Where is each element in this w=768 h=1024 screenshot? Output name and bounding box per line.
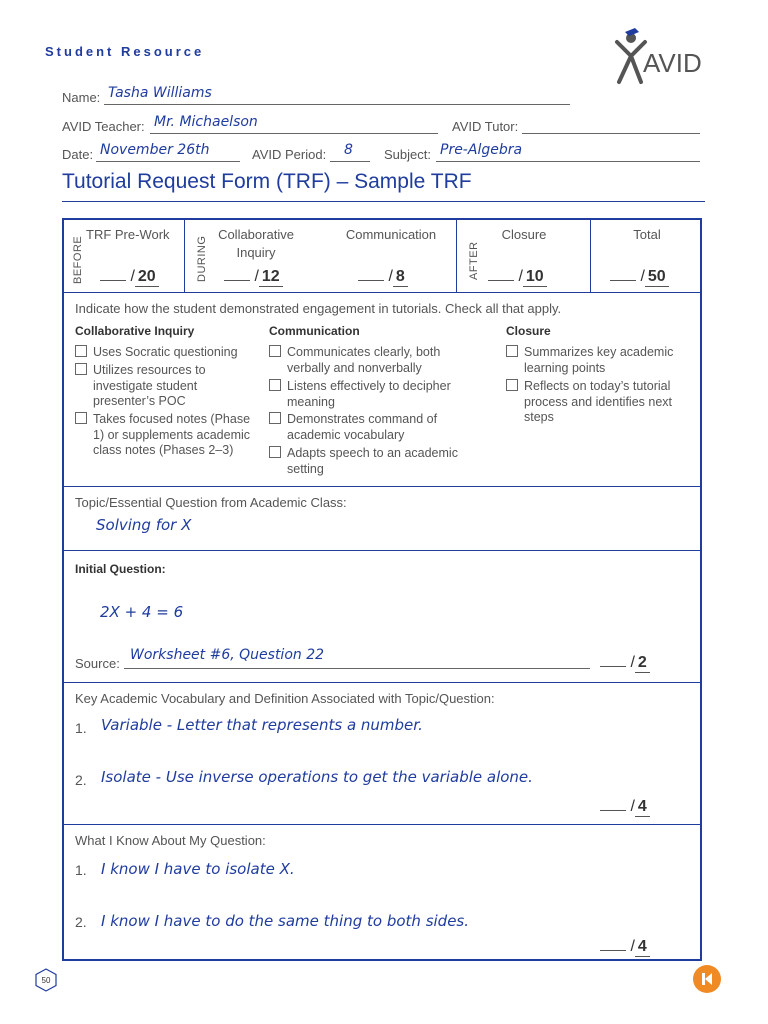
checkbox-item[interactable]: Reflects on today’s tutorial process and identifies next steps: [506, 379, 696, 426]
name-label: Name:: [62, 90, 101, 105]
checkbox-item[interactable]: Communicates clearly, both verbally and nonverbally: [269, 345, 489, 376]
section-label: Student Resource: [45, 44, 205, 59]
collab-label-2: Inquiry: [236, 245, 276, 260]
collab-score[interactable]: / 12: [224, 266, 283, 287]
teacher-field[interactable]: [150, 115, 438, 134]
date-value: November 26th: [100, 142, 210, 158]
teacher-label: AVID Teacher:: [62, 119, 145, 134]
engagement-instruction: Indicate how the student demonstrated engagement in tutorials. Check all that apply.: [75, 301, 562, 316]
source-value: Worksheet #6, Question 22: [130, 647, 325, 663]
know-number: 1.: [75, 862, 87, 878]
total-score[interactable]: / 50: [610, 266, 669, 287]
logo-text: AVID: [643, 48, 702, 78]
name-value: Tasha Williams: [108, 85, 212, 101]
source-label: Source:: [75, 656, 120, 671]
subject-value: Pre-Algebra: [440, 142, 523, 158]
col-divider: [456, 220, 457, 292]
row-divider: [64, 292, 700, 293]
collab-label-1: Collaborative: [218, 227, 294, 242]
col-divider: [184, 220, 185, 292]
row-divider: [64, 824, 700, 825]
vocab-item[interactable]: Variable - Letter that represents a number.: [101, 716, 423, 734]
teacher-value: Mr. Michaelson: [154, 114, 258, 130]
vocab-number: 2.: [75, 772, 87, 788]
date-label: Date:: [62, 147, 94, 162]
title-divider: [62, 201, 705, 202]
page-number: 50: [41, 976, 51, 985]
closure-heading: Closure: [506, 324, 551, 338]
initial-question-value[interactable]: 2X + 4 = 6: [100, 603, 184, 621]
after-label: AFTER: [468, 241, 480, 280]
tutor-field[interactable]: [522, 115, 700, 134]
source-field[interactable]: [124, 647, 590, 669]
checkbox-item[interactable]: Adapts speech to an academic setting: [269, 446, 489, 477]
prework-label: TRF Pre-Work: [86, 227, 170, 242]
during-label: DURING: [196, 235, 208, 282]
communication-label: Communication: [345, 227, 437, 242]
checkbox-item[interactable]: Utilizes resources to investigate student presenter’s POC: [75, 363, 261, 410]
know-item[interactable]: I know I have to isolate X.: [101, 860, 295, 878]
total-label: Total: [633, 227, 661, 242]
subject-label: Subject:: [384, 147, 431, 162]
col-divider: [590, 220, 591, 292]
period-field[interactable]: [330, 143, 370, 162]
know-label: What I Know About My Question:: [75, 833, 266, 848]
initial-question-score[interactable]: / 2: [600, 652, 650, 673]
know-score[interactable]: / 4: [600, 936, 650, 957]
prework-score[interactable]: / 20: [100, 266, 159, 287]
vocabulary-score[interactable]: / 4: [600, 796, 650, 817]
period-label: AVID Period:: [252, 147, 327, 162]
subject-field[interactable]: [436, 143, 700, 162]
trf-form: [62, 218, 702, 961]
skip-icon: [693, 965, 721, 993]
before-label: BEFORE: [72, 235, 84, 284]
comm-heading: Communication: [269, 324, 360, 338]
next-page-button[interactable]: [693, 965, 721, 993]
know-item[interactable]: I know I have to do the same thing to both sides.: [101, 912, 470, 930]
vocab-number: 1.: [75, 720, 87, 736]
tutor-label: AVID Tutor:: [452, 119, 519, 134]
avid-logo: [605, 24, 715, 88]
topic-label: Topic/Essential Question from Academic Class:: [75, 495, 347, 510]
name-field[interactable]: [104, 86, 570, 105]
checkbox-item[interactable]: Takes focused notes (Phase 1) or supplements academic class notes (Phases 2–3): [75, 412, 261, 459]
collab-heading: Collaborative Inquiry: [75, 324, 195, 338]
vocabulary-label: Key Academic Vocabulary and Definition Associated with Topic/Question:: [75, 691, 495, 706]
row-divider: [64, 486, 700, 487]
period-value: 8: [344, 142, 353, 158]
closure-score[interactable]: / 10: [488, 266, 547, 287]
page-number-badge: [34, 968, 58, 992]
know-number: 2.: [75, 914, 87, 930]
checkbox-item[interactable]: Listens effectively to decipher meaning: [269, 379, 489, 410]
checkbox-item[interactable]: Summarizes key academic learning points: [506, 345, 696, 376]
date-field[interactable]: [96, 143, 240, 162]
row-divider: [64, 550, 700, 551]
closure-label: Closure: [501, 227, 547, 242]
initial-question-label: Initial Question:: [75, 562, 166, 576]
page-title: Tutorial Request Form (TRF) – Sample TRF: [62, 170, 472, 193]
communication-score[interactable]: / 8: [358, 266, 408, 287]
topic-value[interactable]: Solving for X: [96, 516, 192, 534]
vocab-item[interactable]: Isolate - Use inverse operations to get the variable alone.: [101, 768, 533, 786]
row-divider: [64, 682, 700, 683]
checkbox-item[interactable]: Uses Socratic questioning: [75, 345, 261, 362]
checkbox-item[interactable]: Demonstrates command of academic vocabulary: [269, 412, 489, 443]
